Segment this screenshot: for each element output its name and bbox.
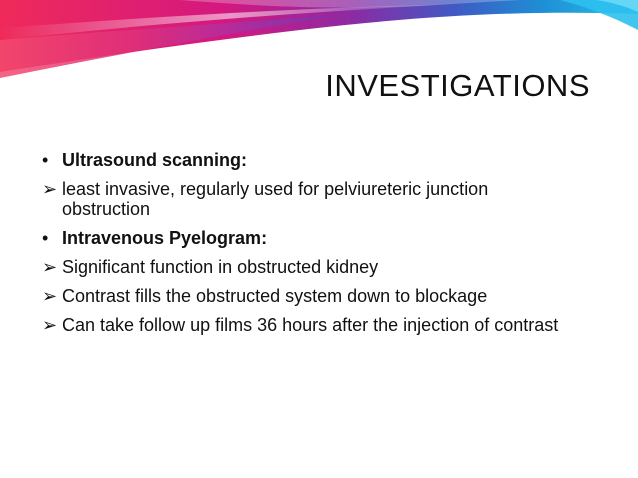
list-item-text: Ultrasound scanning: (62, 150, 248, 170)
bullet-icon: • (42, 150, 49, 170)
list-item (42, 315, 562, 335)
slide-title: INVESTIGATIONS (325, 68, 590, 103)
arrow-bullet-icon: ➢ (42, 179, 58, 199)
arrow-bullet-icon: ➢ (42, 315, 58, 335)
list-item-text: Contrast fills the obstructed system down to blockage (62, 286, 488, 306)
arrow-bullet-icon: ➢ (42, 257, 58, 277)
arrow-bullet-icon: ➢ (42, 286, 58, 306)
list-item (42, 150, 562, 170)
list-item-text: Intravenous Pyelogram: (62, 228, 268, 248)
list-item-text: Can take follow up films 36 hours after the injection of contrast (62, 315, 559, 335)
list-item (42, 179, 562, 219)
list-item-text: Significant function in obstructed kidney (62, 257, 379, 277)
list-item (42, 286, 562, 306)
list-item-text: least invasive, regularly used for pelviureteric junction obstruction (62, 179, 489, 219)
bullet-list (42, 150, 562, 344)
list-item (42, 257, 562, 277)
bullet-icon: • (42, 228, 49, 248)
list-item (42, 228, 562, 248)
